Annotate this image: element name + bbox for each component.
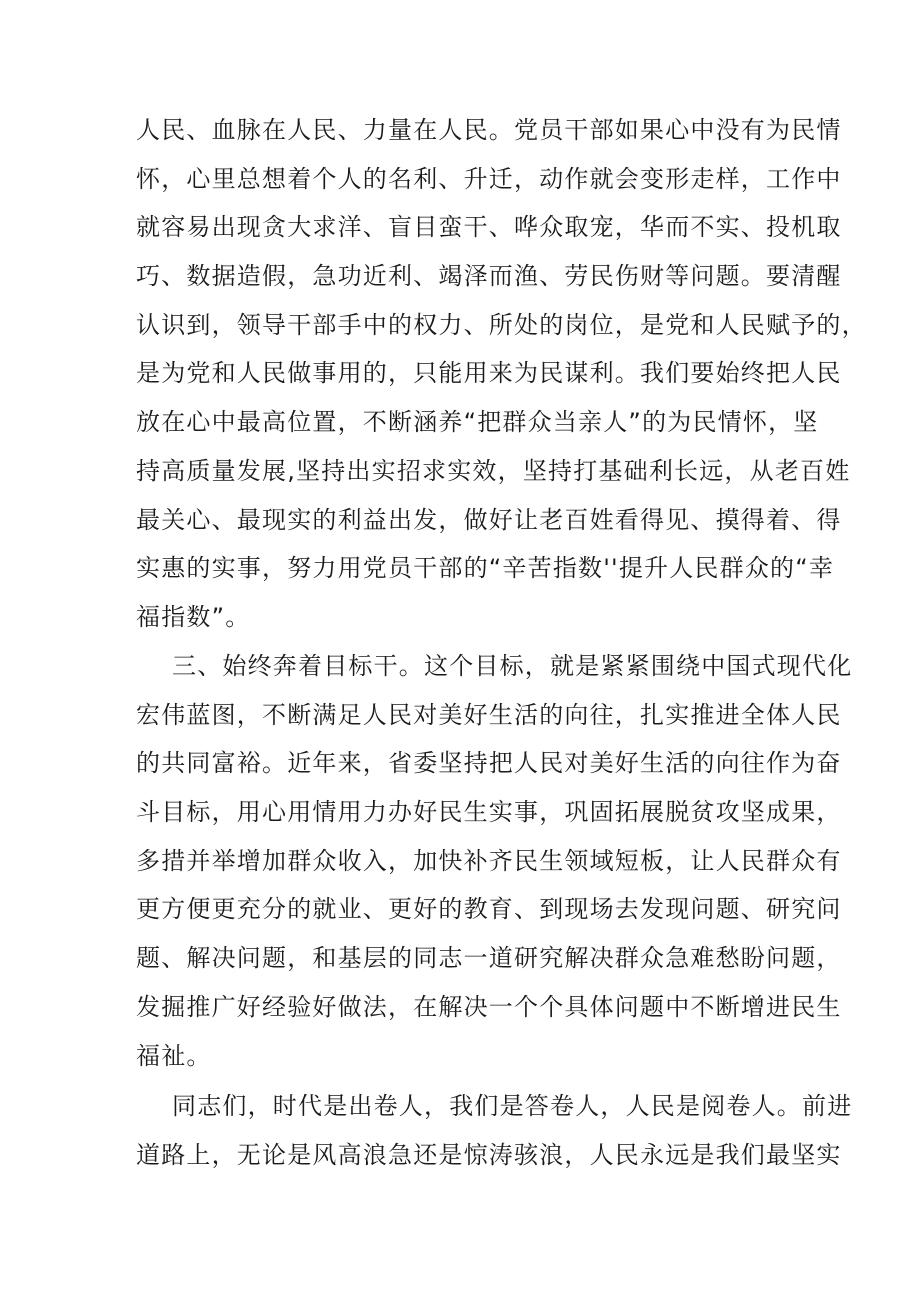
text-line: 福祉。 [136, 1041, 212, 1070]
text-line: 实惠的实事，努力用党员干部的“辛苦指数''提升人民群众的“幸 [136, 554, 835, 583]
text-line: 更方便更充分的就业、更好的教育、到现场去发现问题、研究问 [136, 895, 842, 924]
text-line: 持高质量发展,坚持出实招求实效，坚持打基础利长远，从老百姓 [136, 456, 851, 485]
text-line: 巧、数据造假，急功近利、竭泽而渔、劳民伤财等问题。要清醒 [136, 262, 842, 291]
text-line: 最关心、最现实的利益出发，做好让老百姓看得见、摸得着、得 [136, 505, 842, 534]
text-line: 斗目标，用心用情用力办好民生实事，巩固拓展脱贫攻坚成果， [136, 798, 842, 827]
paragraph-1 [136, 106, 867, 642]
text-line: 就容易出现贪大求洋、盲目蛮干、哗众取宠，华而不实、投机取 [136, 213, 842, 242]
text-line: 道路上，无论是风高浪急还是惊涛骇浪，人民永远是我们最坚实 [136, 1140, 842, 1169]
paragraph-2-section-three [136, 642, 853, 1080]
section-heading-line: 三、始终奔着目标干。这个目标，就是紧紧围绕中国式现代化 [172, 652, 853, 680]
text-line: 宏伟蓝图，不断满足人民对美好生活的向往，扎实推进全体人民 [136, 700, 842, 729]
text-line: 人民、血脉在人民、力量在人民。党员干部如果心中没有为民情 [136, 116, 842, 144]
text-line: 是为党和人民做事用的，只能用来为民谋利。我们要始终把人民 [136, 359, 842, 388]
text-line: 多措并举增加群众收入，加快补齐民生领域短板，让人民群众有 [136, 846, 842, 875]
text-line: 放在心中最高位置，不断涵养“把群众当亲人”的为民情怀，坚 [136, 408, 819, 437]
text-line: 福指数”。 [136, 602, 251, 631]
text-line: 的共同富裕。近年来，省委坚持把人民对美好生活的向往作为奋 [136, 749, 842, 778]
text-line: 题、解决问题，和基层的同志一道研究解决群众急难愁盼问题， [136, 944, 842, 973]
text-line: 同志们，时代是出卷人，我们是答卷人，人民是阅卷人。前进 [172, 1092, 853, 1120]
text-line: 怀，心里总想着个人的名利、升迁，动作就会变形走样，工作中 [136, 164, 842, 193]
text-line: 认识到，领导干部手中的权力、所处的岗位，是党和人民赋予的， [136, 310, 867, 339]
text-line: 发掘推广好经验好做法，在解决一个个具体问题中不断增进民生 [136, 992, 842, 1021]
paragraph-3 [136, 1082, 853, 1179]
